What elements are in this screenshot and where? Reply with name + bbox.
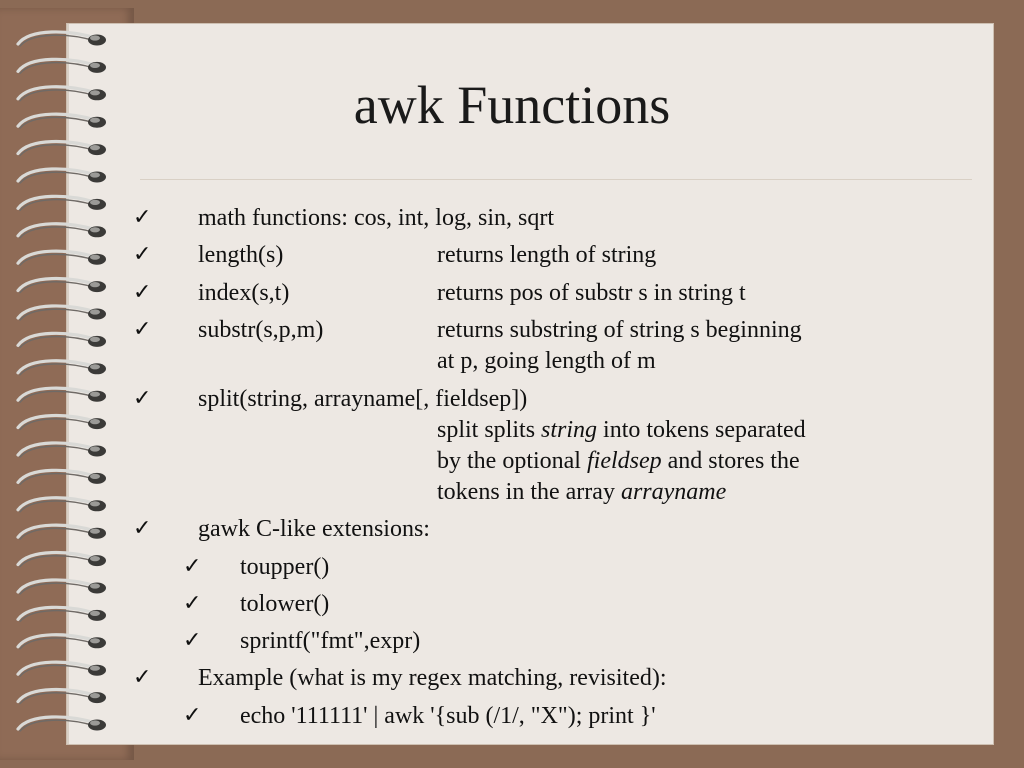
list-item-description: at p, going length of m <box>437 348 656 374</box>
split-description-line <box>437 480 726 504</box>
checkmark-icon: ✓ <box>133 316 152 341</box>
text-run: into tokens separated <box>597 417 806 443</box>
list-item: length(s) <box>198 242 284 268</box>
list-subitem: toupper() <box>240 554 330 580</box>
list-item: Example (what is my regex matching, revisited): <box>198 665 667 691</box>
text-run: by the optional <box>437 448 587 474</box>
checkmark-icon: ✓ <box>183 702 202 727</box>
checkmark-icon: ✓ <box>133 385 152 410</box>
list-item: index(s,t) <box>198 280 290 306</box>
list-item: split(string, arrayname[, fieldsep]) <box>198 386 528 412</box>
list-item-description: returns substring of string s beginning <box>437 317 802 343</box>
emphasis-string: string <box>541 417 598 443</box>
text-run: and stores the <box>661 448 800 474</box>
list-subitem: sprintf("fmt",expr) <box>240 628 421 654</box>
checkmark-icon: ✓ <box>183 627 202 652</box>
split-description-line <box>437 418 806 442</box>
checkmark-icon: ✓ <box>183 590 202 615</box>
list-item-description: returns length of string <box>437 242 657 268</box>
emphasis-fieldsep: fieldsep <box>586 448 662 474</box>
checkmark-icon: ✓ <box>133 515 152 540</box>
list-item-description: returns pos of substr s in string t <box>437 280 746 306</box>
checkmark-icon: ✓ <box>133 204 152 229</box>
list-subitem: tolower() <box>240 591 330 617</box>
checkmark-icon: ✓ <box>133 664 152 689</box>
checkmark-icon: ✓ <box>183 553 202 578</box>
list-item: math functions: cos, int, log, sin, sqrt <box>198 205 554 231</box>
slide-title: awk Functions <box>353 75 671 135</box>
list-item: substr(s,p,m) <box>198 317 324 343</box>
list-item: gawk C-like extensions: <box>198 516 430 542</box>
split-description-line <box>437 449 800 473</box>
emphasis-arrayname: arrayname <box>620 479 727 505</box>
list-subitem: echo '111111' | awk '{sub (/1/, "X"); print }' <box>240 703 656 729</box>
checkmark-icon: ✓ <box>133 241 152 266</box>
text-run: tokens in the array <box>437 479 621 505</box>
text-run: split splits <box>437 417 542 443</box>
checkmark-icon: ✓ <box>133 279 152 304</box>
